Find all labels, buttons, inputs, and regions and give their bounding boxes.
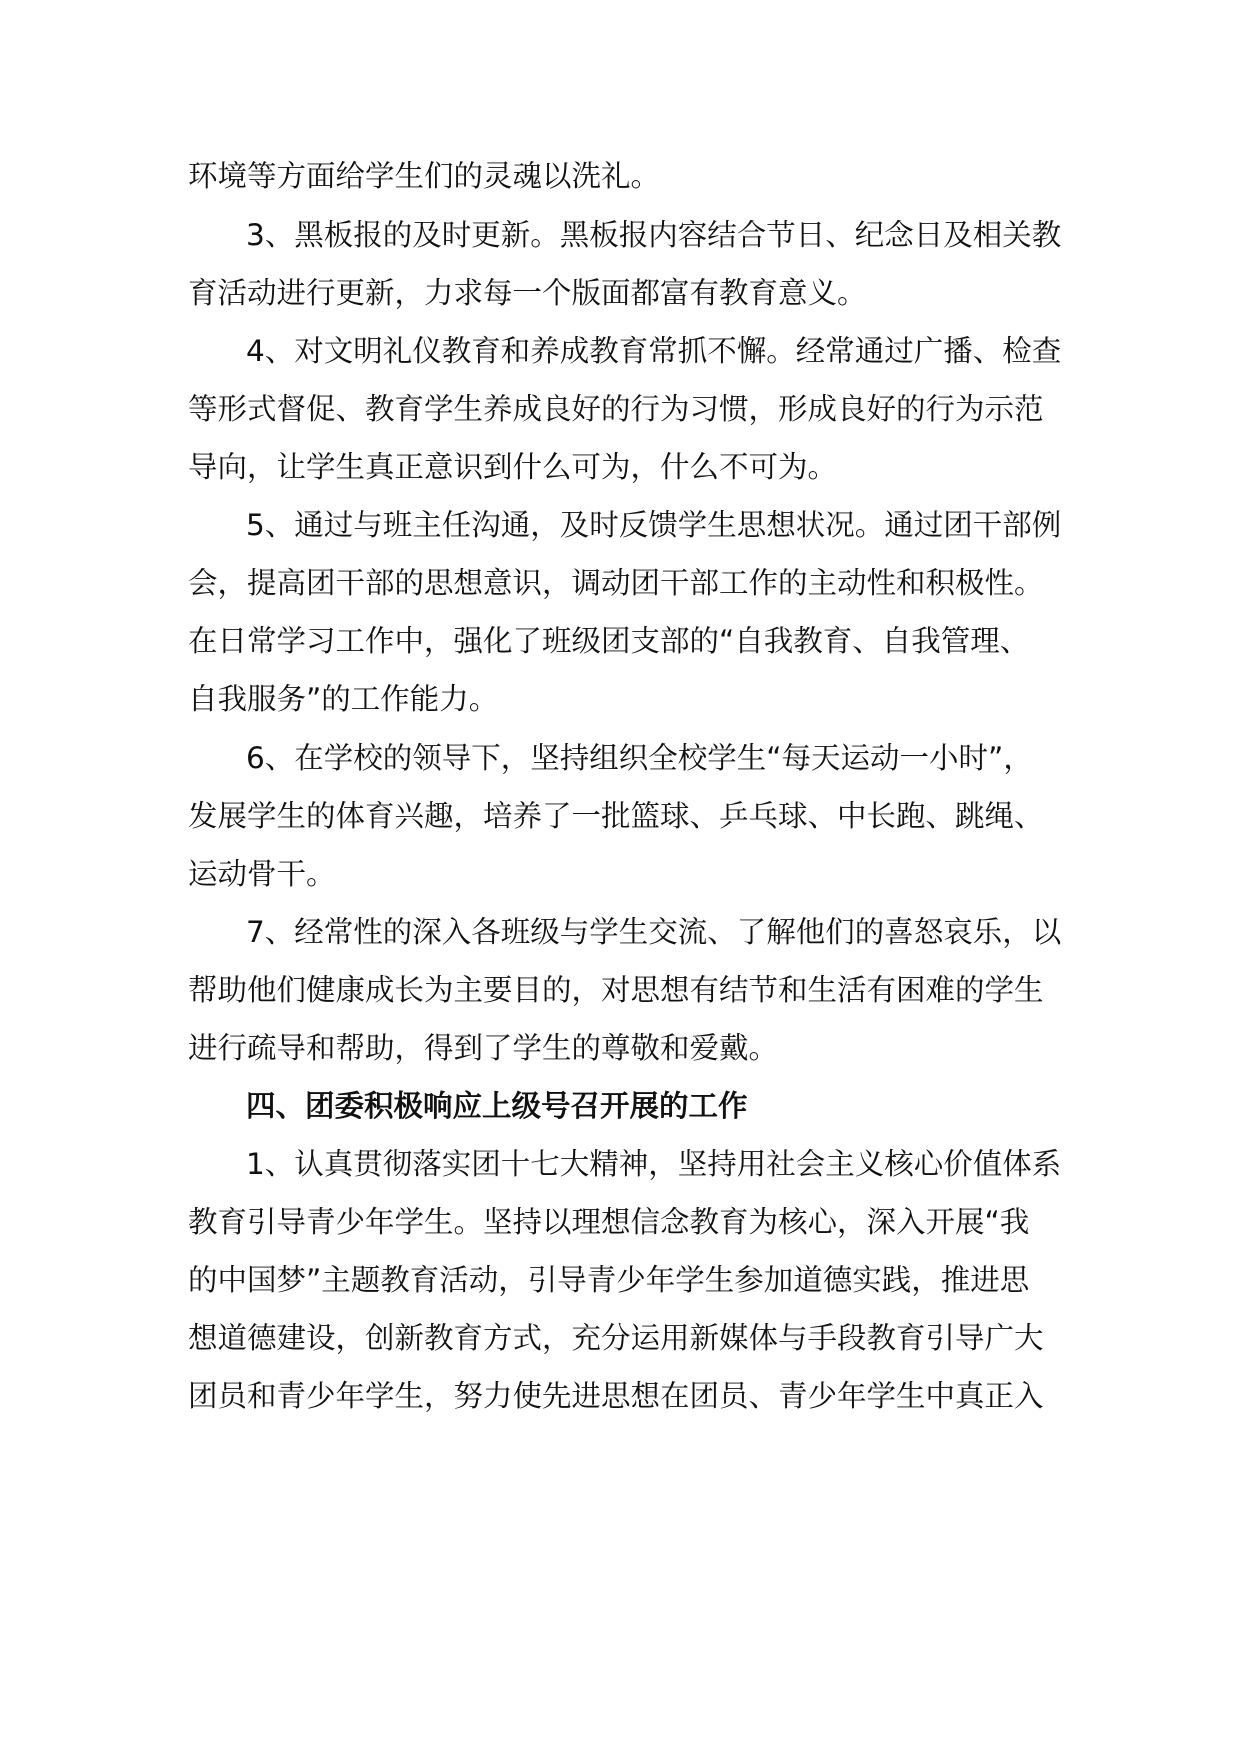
body-line: 的中国梦”主题教育活动，引导青少年学生参加道德实践，推进思: [188, 1263, 1030, 1297]
body-line: 教育引导青少年学生。坚持以理想信念教育为核心，深入开展“我: [188, 1205, 1030, 1239]
body-line: 自我服务”的工作能力。: [188, 682, 499, 716]
body-line: 发展学生的体育兴趣，培养了一批篮球、乒乓球、中长跑、跳绳、: [188, 799, 1044, 833]
body-line: 团员和青少年学生，努力使先进思想在团员、青少年学生中真正入: [188, 1379, 1044, 1413]
body-line: 会，提高团干部的思想意识，调动团干部工作的主动性和积极性。: [188, 566, 1044, 600]
body-line: 帮助他们健康成长为主要目的，对思想有结节和生活有困难的学生: [188, 973, 1044, 1007]
body-line: 环境等方面给学生们的灵魂以洗礼。: [188, 159, 661, 193]
body-line: 育活动进行更新，力求每一个版面都富有教育意义。: [188, 276, 867, 310]
paragraph-first-line: 7、经常性的深入各班级与学生交流、了解他们的喜怒哀乐，以: [246, 915, 1062, 949]
paragraph-first-line: 3、黑板报的及时更新。黑板报内容结合节日、纪念日及相关教: [246, 218, 1062, 252]
paragraph-first-line: 6、在学校的领导下，坚持组织全校学生“每天运动一小时”，: [246, 741, 1033, 775]
section-heading: 四、团委积极响应上级号召开展的工作: [246, 1089, 748, 1123]
body-line: 在日常学习工作中，强化了班级团支部的“自我教育、自我管理、: [188, 624, 1030, 658]
body-line: 等形式督促、教育学生养成良好的行为习惯，形成良好的行为示范: [188, 392, 1044, 426]
body-line: 想道德建设，创新教育方式，充分运用新媒体与手段教育引导广大: [188, 1321, 1044, 1355]
body-line: 进行疏导和帮助，得到了学生的尊敬和爱戴。: [188, 1031, 779, 1065]
paragraph-first-line: 4、对文明礼仪教育和养成教育常抓不懈。经常通过广播、检查: [246, 334, 1062, 368]
paragraph-first-line: 5、通过与班主任沟通，及时反馈学生思想状况。通过团干部例: [246, 508, 1062, 542]
body-line: 导向，让学生真正意识到什么可为，什么不可为。: [188, 450, 838, 484]
paragraph-first-line: 1、认真贯彻落实团十七大精神，坚持用社会主义核心价值体系: [246, 1147, 1062, 1181]
body-line: 运动骨干。: [188, 857, 336, 891]
